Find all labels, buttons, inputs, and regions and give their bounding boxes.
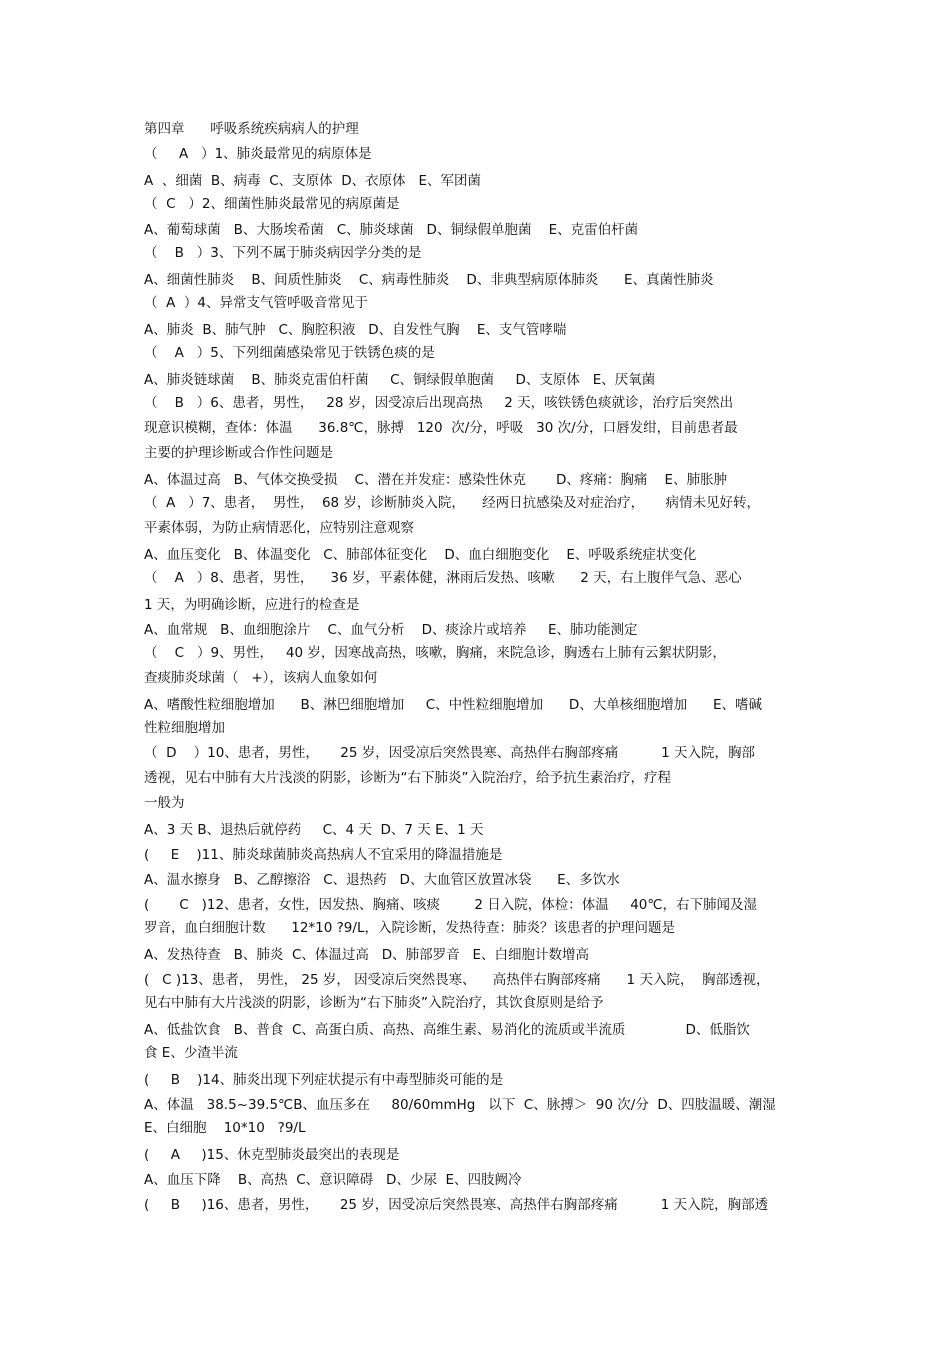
text-line: ( A )15、休克型肺炎最突出的表现是 [144, 1147, 400, 1163]
text-line: A、发热待查 B、肺炎 C、体温过高 D、肺部罗音 E、白细胞计数增高 [144, 947, 590, 963]
text-line: （ A ）5、下列细菌感染常见于铁锈色痰的是 [144, 345, 435, 361]
text-line: A、体温 38.5~39.5℃B、血压多在 80/60mmHg 以下 C、脉搏＞ 90 次/分 D、四肢温暖、潮湿 [144, 1097, 776, 1113]
text-line: 现意识模糊，查体：体温 36.8℃，脉搏 120 次/分，呼吸 30 次/分，口唇发绀，目前患者最 [144, 420, 738, 436]
text-line: （ B ）6、患者，男性， 28 岁，因受凉后出现高热 2 天，咳铁锈色痰就诊，治疗后突然出 [144, 395, 734, 411]
text-line: 见右中肺有大片浅淡的阴影，诊断为“右下肺炎”入院治疗，其饮食原则是给予 [144, 995, 604, 1011]
text-line: A、肺炎链球菌 B、肺炎克雷伯杆菌 C、铜绿假单胞菌 D、支原体 E、厌氧菌 [144, 372, 656, 388]
text-line: 性粒细胞增加 [144, 720, 225, 736]
text-line: A、血常规 B、血细胞涂片 C、血气分析 D、痰涂片或培养 E、肺功能测定 [144, 622, 638, 638]
text-line: ( B )14、肺炎出现下列症状提示有中毒型肺炎可能的是 [144, 1072, 504, 1088]
text-line: A、体温过高 B、气体交换受损 C、潜在并发症：感染性休克 D、疼痛：胸痛 E、肺胀肿 [144, 472, 728, 488]
text-line: 1 天，为明确诊断，应进行的检查是 [144, 597, 360, 613]
text-line: 透视，见右中肺有大片浅淡的阴影，诊断为“右下肺炎”入院治疗，给予抗生素治疗，疗程 [144, 770, 671, 786]
text-line: 食 E、少渣半流 [144, 1045, 238, 1061]
text-line: 查痰肺炎球菌（ +），该病人血象如何 [144, 670, 378, 686]
text-line: ( C )13、患者， 男性， 25 岁， 因受凉后突然畏寒、 高热伴右胸部疼痛 1 天入院， 胸部透视， [144, 972, 770, 988]
text-line: （ D ）10、患者，男性， 25 岁，因受凉后突然畏寒、高热伴右胸部疼痛 1 天入院，胸部 [144, 745, 756, 761]
text-line: A、温水擦身 B、乙醇擦浴 C、退热药 D、大血管区放置冰袋 E、多饮水 [144, 872, 620, 888]
text-line: A、3 天 B、退热后就停药 C、4 天 D、7 天 E、1 天 [144, 822, 484, 838]
text-line: 一般为 [144, 795, 185, 811]
text-line: （ A ）7、患者， 男性， 68 岁，诊断肺炎入院， 经两日抗感染及对症治疗， 病情未见好转， [144, 495, 761, 511]
text-line: （ C ）9、男性， 40 岁，因寒战高热，咳嗽，胸痛，来院急诊，胸透右上肺有云絮状阴影， [144, 645, 726, 661]
text-line: （ B ）3、下列不属于肺炎病因学分类的是 [144, 245, 422, 261]
text-line: 主要的护理诊断或合作性问题是 [144, 445, 333, 461]
text-line: （ A ）1、肺炎最常见的病原体是 [144, 146, 372, 162]
text-line: A、葡萄球菌 B、大肠埃希菌 C、肺炎球菌 D、铜绿假单胞菌 E、克雷伯杆菌 [144, 222, 639, 238]
text-line: A 、细菌 B、病毒 C、支原体 D、衣原体 E、军团菌 [144, 173, 482, 189]
text-line: A、嗜酸性粒细胞增加 B、淋巴细胞增加 C、中性粒细胞增加 D、大单核细胞增加 E、嗜碱 [144, 697, 763, 713]
text-line: 罗音，血白细胞计数 12*10 ?9/L，入院诊断，发热待查：肺炎？该患者的护理问题是 [144, 920, 675, 936]
chapter-title: 第四章 呼吸系统疾病病人的护理 [144, 121, 359, 137]
text-line: （ A ）8、患者，男性， 36 岁，平素体健，淋雨后发热、咳嗽 2 天，右上腹伴气急、恶心 [144, 570, 742, 586]
text-line: （ A ）4、异常支气管呼吸音常见于 [144, 295, 368, 311]
text-line: （ C ）2、细菌性肺炎最常见的病原菌是 [144, 196, 400, 212]
text-line: A、肺炎 B、肺气肿 C、胸腔积液 D、自发性气胸 E、支气管哮喘 [144, 322, 567, 338]
text-line: A、血压下降 B、高热 C、意识障碍 D、少尿 E、四肢阙冷 [144, 1172, 522, 1188]
text-line: A、血压变化 B、体温变化 C、肺部体征变化 D、血白细胞变化 E、呼吸系统症状变化 [144, 547, 697, 563]
text-line: ( C )12、患者，女性，因发热、胸痛、咳痰 2 日入院，体检：体温 40℃，右下肺闻及湿 [144, 897, 758, 913]
text-line: A、低盐饮食 B、普食 C、高蛋白质、高热、高维生素、易消化的流质或半流质 D、低脂饮 [144, 1022, 750, 1038]
text-line: ( E )11、肺炎球菌肺炎高热病人不宜采用的降温措施是 [144, 847, 503, 863]
text-line: 平素体弱，为防止病情恶化，应特别注意观察 [144, 520, 414, 536]
text-line: ( B )16、患者，男性， 25 岁，因受凉后突然畏寒、高热伴右胸部疼痛 1 天入院，胸部透 [144, 1197, 769, 1213]
text-line: E、白细胞 10*10 ?9/L [144, 1120, 306, 1136]
text-line: A、细菌性肺炎 B、间质性肺炎 C、病毒性肺炎 D、非典型病原体肺炎 E、真菌性肺炎 [144, 272, 714, 288]
